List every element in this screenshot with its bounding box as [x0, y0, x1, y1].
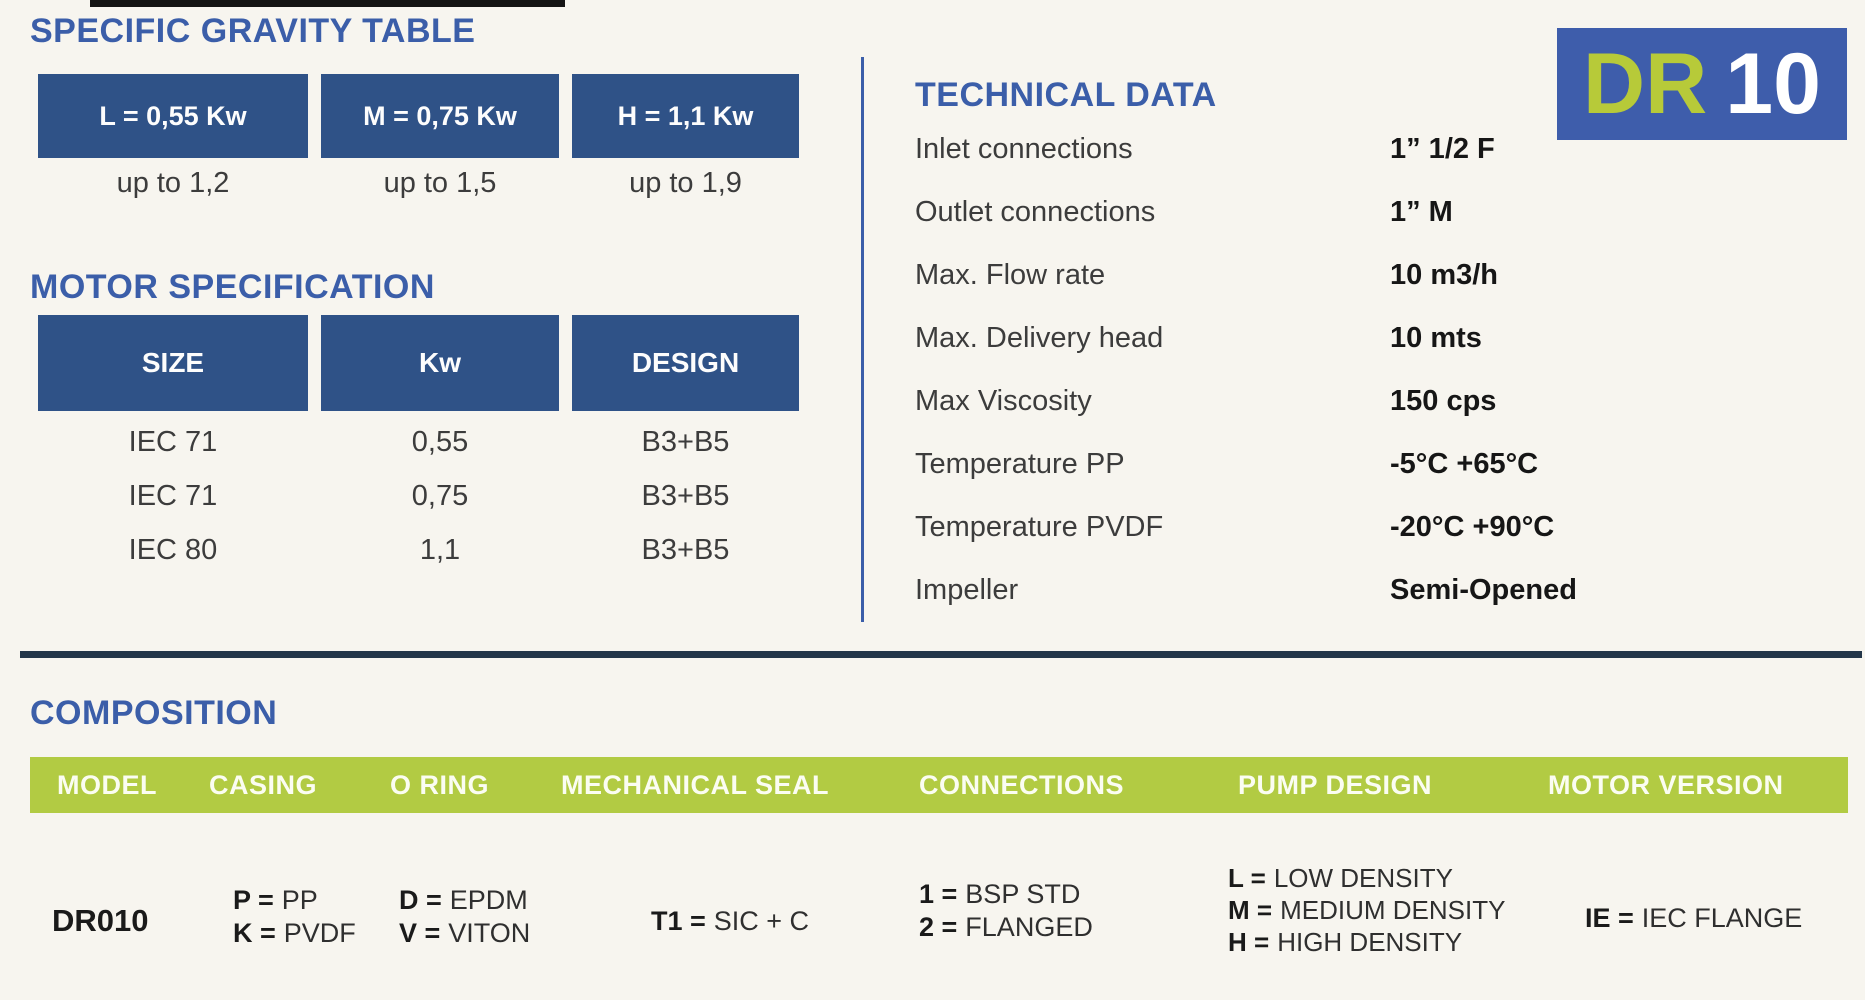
tech-label: Impeller	[915, 574, 1019, 606]
composition-o-ring-options	[399, 884, 530, 950]
tech-value: Semi-Opened	[1390, 574, 1577, 606]
comp-header-casing: CASING	[209, 770, 318, 800]
option-line: M = MEDIUM DENSITY	[1228, 895, 1506, 925]
option-line: L = LOW DENSITY	[1228, 863, 1453, 893]
ms-header-design: DESIGN	[572, 315, 799, 411]
vertical-section-divider	[861, 57, 864, 622]
tech-value: 1” 1/2 F	[1390, 133, 1495, 165]
tech-label: Max. Flow rate	[915, 259, 1106, 291]
sg-header-cell-h: H = 1,1 Kw	[572, 74, 799, 158]
tech-value: 1” M	[1390, 196, 1453, 228]
model-badge	[1557, 28, 1847, 140]
motor-spec-row	[38, 422, 799, 462]
composition-casing-options	[233, 884, 356, 950]
comp-header-mechanical-seal: MECHANICAL SEAL	[561, 770, 830, 800]
badge-model-size: 10	[1725, 36, 1821, 132]
option-line: V = VITON	[399, 918, 531, 948]
composition-model-code: DR010	[52, 903, 149, 938]
sg-header-cell-m: M = 0,75 Kw	[321, 74, 559, 158]
composition-title: COMPOSITION	[30, 694, 278, 732]
option-line: D = EPDM	[399, 885, 528, 915]
motor-specification-title: MOTOR SPECIFICATION	[30, 268, 435, 306]
tech-label: Outlet connections	[915, 196, 1156, 228]
composition-pump-design-options	[1228, 862, 1505, 958]
tech-value: -20°C +90°C	[1390, 511, 1555, 543]
top-edge-bar	[90, 0, 565, 7]
tech-value: 10 m3/h	[1390, 259, 1498, 291]
tech-label: Max. Delivery head	[915, 322, 1164, 354]
ms-row1-design: B3+B5	[641, 425, 730, 458]
comp-header-connections: CONNECTIONS	[919, 770, 1125, 800]
ms-row2-kw: 0,75	[411, 479, 469, 512]
option-line: P = PP	[233, 885, 318, 915]
specific-gravity-title: SPECIFIC GRAVITY TABLE	[30, 12, 476, 50]
specific-gravity-header-row	[38, 74, 799, 158]
composition-header-bar	[30, 757, 1848, 813]
comp-header-model: MODEL	[57, 770, 157, 800]
composition-motor-version-options	[1585, 902, 1802, 935]
comp-header-pump-design: PUMP DESIGN	[1238, 770, 1433, 800]
ms-header-kw: Kw	[321, 315, 559, 411]
ms-header-size: SIZE	[38, 315, 308, 411]
tech-label: Max Viscosity	[915, 385, 1092, 417]
technical-data-title: TECHNICAL DATA	[915, 76, 1217, 114]
option-line: IE = IEC FLANGE	[1585, 903, 1803, 933]
badge-model-code: DR	[1583, 36, 1708, 132]
motor-spec-row	[38, 476, 799, 516]
tech-value: 10 mts	[1390, 322, 1482, 354]
ms-row3-size: IEC 80	[128, 533, 218, 566]
sg-value-l: up to 1,2	[116, 166, 230, 199]
tech-value: -5°C +65°C	[1390, 448, 1539, 480]
comp-header-motor-version: MOTOR VERSION	[1548, 770, 1784, 800]
option-line: K = PVDF	[233, 918, 356, 948]
option-line: 2 = FLANGED	[919, 912, 1093, 942]
ms-row2-design: B3+B5	[641, 479, 730, 512]
tech-label: Temperature PP	[915, 448, 1125, 480]
ms-row3-design: B3+B5	[641, 533, 730, 566]
motor-spec-header-row	[38, 315, 799, 411]
option-line: 1 = BSP STD	[919, 879, 1081, 909]
comp-header-o-ring: O RING	[390, 770, 490, 800]
sg-value-h: up to 1,9	[629, 166, 742, 199]
composition-mechanical-seal-options	[651, 905, 809, 938]
ms-row2-size: IEC 71	[128, 479, 218, 512]
composition-connections-options	[919, 878, 1093, 944]
ms-row1-size: IEC 71	[128, 425, 218, 458]
ms-row3-kw: 1,1	[419, 533, 461, 566]
motor-spec-row	[38, 530, 799, 570]
tech-label: Temperature PVDF	[915, 511, 1164, 543]
sg-value-m: up to 1,5	[383, 166, 497, 199]
tech-label: Inlet connections	[915, 133, 1133, 165]
specific-gravity-value-row	[38, 163, 799, 203]
technical-data-list	[915, 118, 1577, 622]
option-line: T1 = SIC + C	[651, 906, 810, 936]
ms-row1-kw: 0,55	[411, 425, 469, 458]
option-line: H = HIGH DENSITY	[1228, 927, 1463, 957]
sg-header-cell-l: L = 0,55 Kw	[38, 74, 308, 158]
tech-value: 150 cps	[1390, 385, 1497, 417]
horizontal-section-divider	[20, 651, 1862, 658]
